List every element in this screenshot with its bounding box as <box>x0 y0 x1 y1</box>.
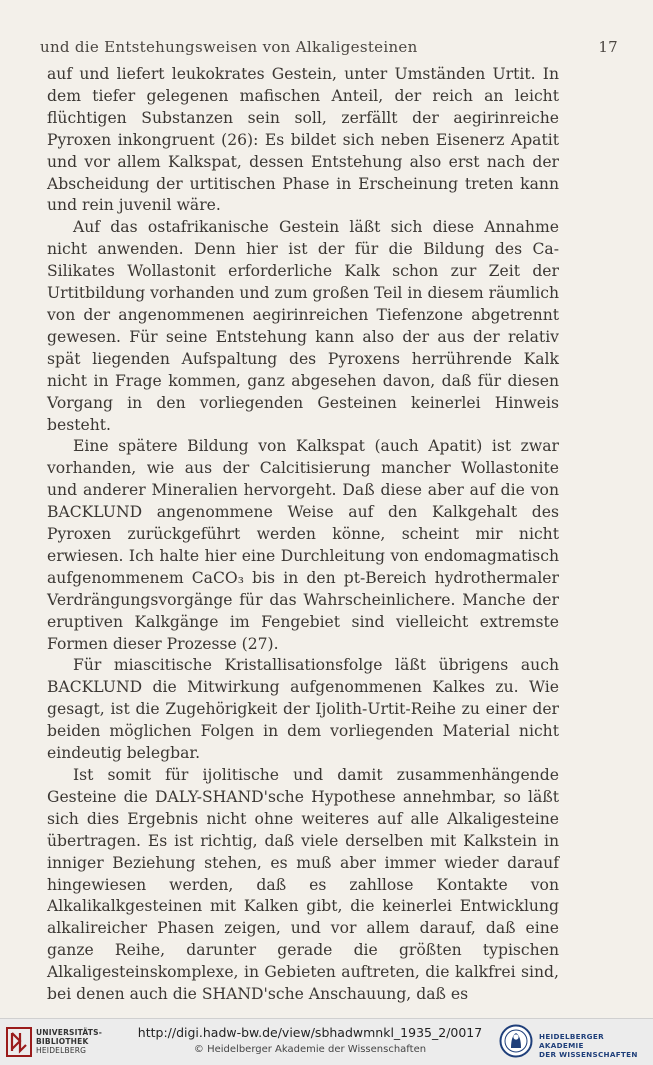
permalink-url[interactable]: http://digi.hadw-bw.de/view/sbhadwmnkl_1935_2/0017 <box>137 1025 483 1040</box>
running-head-title: und die Entstehungsweisen von Alkaligesteinen <box>40 38 418 56</box>
academy-seal-icon <box>499 1024 533 1058</box>
running-head <box>40 38 618 60</box>
paragraph-3: Eine spätere Bildung von Kalkspat (auch Apatit) ist zwar vorhanden, wie aus der Calcitisierung mancher Wollastonite und anderer Mineralien hervorgeht. Daß diese aber auf die von BACKLUND angenommene Weise auf den Kalkgehalt des Pyroxen zurückgeführt werden könne, scheint mir nicht erwiesen. Ich halte hier eine Durchleitung von endomagmatisch aufgenommenem CaCO₃ bis in den pt-Bereich hydrothermaler Verdrängungsvorgänge für das Wahrscheinlichere. Manche der eruptiven Kalkgänge im Fengebiet sind vielleicht extremste Formen dieser Prozesse (27). <box>47 437 559 653</box>
academy-logo-text <box>539 1032 647 1059</box>
body-text <box>47 64 559 1006</box>
paragraph-4: Für miascitische Kristallisationsfolge läßt übrigens auch BACKLUND die Mitwirkung aufgenommenen Kalkes zu. Wie gesagt, ist die Zugehörigkeit der Ijolith-Urtit-Reihe zu einer der beiden möglichen Folgen in dem vorliegenden Material nicht eindeutig belegbar. <box>47 656 559 763</box>
page-number: 17 <box>598 38 618 56</box>
library-logo-line-1: UNIVERSITÄTS- <box>36 1028 103 1037</box>
viewer-footer <box>0 1018 653 1065</box>
library-logo-text <box>36 1028 102 1055</box>
paragraph-1: auf und liefert leukokrates Gestein, unter Umständen Urtit. In dem tiefer gelegenen mafischen Anteil, der reich an leicht flüchtigen Substanzen sein soll, zerfällt der aegirinreiche Pyroxen inkongruent (26): Es bildet sich neben Eisenerz Apatit und vor allem Kalkspat, dessen Entstehung also erst nach der Abscheidung der urtitischen Phase in Erscheinung treten kann und rein juvenil wäre. <box>47 65 559 215</box>
library-logo-icon <box>6 1027 32 1057</box>
paragraph-2: Auf das ostafrikanische Gestein läßt sich diese Annahme nicht anwenden. Denn hier ist der für die Bildung des Ca-Silikates Wollastonit erforderliche Kalk schon zur Zeit der Urtitbildung vorhanden und zum großen Teil in diesem räumlich von der angenommenen aegirinreichen Tiefenzone abgetrennt gewesen. Für seine Entstehung kann also der aus der relativ spät liegenden Aufspaltung des Pyroxens herrührende Kalk nicht in Frage kommen, ganz abgesehen davon, daß für diesen Vorgang in den vorliegenden Gesteinen keinerlei Hinweis besteht. <box>47 218 559 434</box>
copyright-notice: © Heidelberger Akademie der Wissenschaften <box>193 1044 427 1055</box>
academy-logo[interactable] <box>499 1024 647 1060</box>
paragraph-5: Ist somit für ijolitische und damit zusammenhängende Gesteine die DALY-SHAND'sche Hypothese annehmbar, so läßt sich dies Ergebnis nicht ohne weiteres auf alle Alkaligesteine übertragen. Es ist richtig, daß viele derselben mit Kalkstein in inniger Beziehung stehen, es muß aber immer wieder darauf hingewiesen werden, daß es zahllose Kontakte von Alkalikalkgesteinen mit Kalken gibt, die keinerlei Entwicklung alkalireicher Phasen zeigen, und vor allem darauf, daß eine ganze Reihe, darunter gerade die größten typischen Alkaligesteinskomplexe, in Gebieten auftreten, die kalkfrei sind, bei denen auch die SHAND'sche Anschauung, daß es <box>47 766 559 1004</box>
library-logo-line-2: BIBLIOTHEK <box>36 1037 89 1046</box>
academy-logo-line-1: HEIDELBERGER AKADEMIE <box>539 1032 604 1050</box>
academy-logo-line-2: DER WISSENSCHAFTEN <box>539 1050 638 1059</box>
footer-center <box>130 1025 490 1057</box>
library-logo-line-3: HEIDELBERG <box>36 1046 87 1055</box>
university-library-logo[interactable] <box>6 1025 126 1059</box>
